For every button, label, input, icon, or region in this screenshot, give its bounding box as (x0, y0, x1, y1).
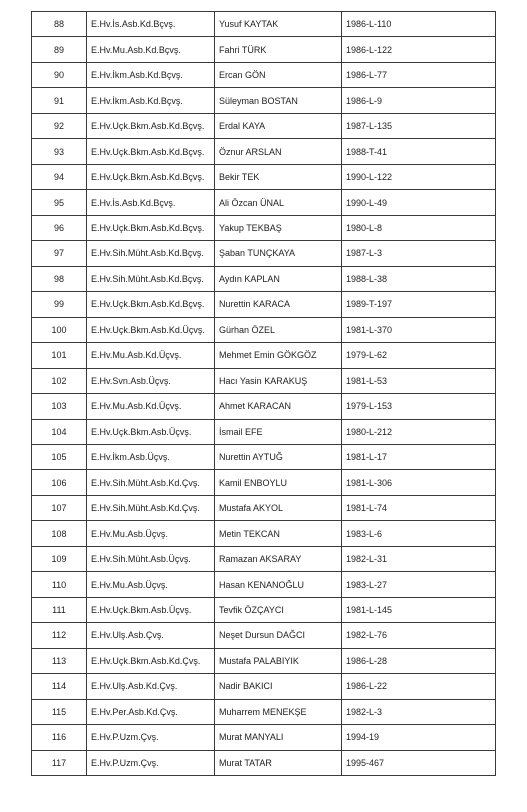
row-number-cell: 103 (32, 394, 87, 419)
rank-cell: E.Hv.Uçk.Bkm.Asb.Üçvş. (87, 419, 215, 444)
rank-cell: E.Hv.Mu.Asb.Üçvş. (87, 521, 215, 546)
table-row (32, 215, 496, 240)
name-cell: Ali Özcan ÜNAL (215, 190, 342, 215)
registry-number-cell: 1982-L-31 (342, 546, 496, 571)
rank-cell: E.Hv.P.Uzm.Çvş. (87, 750, 215, 775)
table-row (32, 470, 496, 495)
row-number-cell: 117 (32, 750, 87, 775)
name-cell: Ahmet KARACAN (215, 394, 342, 419)
registry-number-cell: 1981-L-145 (342, 597, 496, 622)
table-row (32, 725, 496, 750)
row-number-cell: 107 (32, 495, 87, 520)
name-cell: Kamil ENBOYLU (215, 470, 342, 495)
registry-number-cell: 1986-L-9 (342, 88, 496, 113)
rank-cell: E.Hv.Ulş.Asb.Kd.Çvş. (87, 674, 215, 699)
registry-number-cell: 1986-L-110 (342, 12, 496, 37)
table-row (32, 164, 496, 189)
row-number-cell: 115 (32, 699, 87, 724)
table-row (32, 317, 496, 342)
table-row (32, 343, 496, 368)
name-cell: Aydın KAPLAN (215, 266, 342, 291)
name-cell: Nurettin KARACA (215, 292, 342, 317)
row-number-cell: 105 (32, 444, 87, 469)
registry-number-cell: 1995-467 (342, 750, 496, 775)
table-row (32, 699, 496, 724)
registry-number-cell: 1981-L-53 (342, 368, 496, 393)
name-cell: Tevfik ÖZÇAYCI (215, 597, 342, 622)
rank-cell: E.Hv.Svn.Asb.Üçvş. (87, 368, 215, 393)
name-cell: Hasan KENANOĞLU (215, 572, 342, 597)
table-row (32, 623, 496, 648)
registry-number-cell: 1994-19 (342, 725, 496, 750)
row-number-cell: 102 (32, 368, 87, 393)
registry-number-cell: 1983-L-27 (342, 572, 496, 597)
name-cell: Murat MANYALI (215, 725, 342, 750)
table-row (32, 88, 496, 113)
rank-cell: E.Hv.İkm.Asb.Üçvş. (87, 444, 215, 469)
rank-cell: E.Hv.P.Uzm.Çvş. (87, 725, 215, 750)
row-number-cell: 116 (32, 725, 87, 750)
table-row (32, 572, 496, 597)
table-row (32, 394, 496, 419)
rank-cell: E.Hv.Uçk.Bkm.Asb.Kd.Çvş. (87, 648, 215, 673)
registry-number-cell: 1982-L-76 (342, 623, 496, 648)
row-number-cell: 92 (32, 113, 87, 138)
table-row (32, 597, 496, 622)
registry-number-cell: 1987-L-135 (342, 113, 496, 138)
row-number-cell: 113 (32, 648, 87, 673)
table-row (32, 139, 496, 164)
rank-cell: E.Hv.Uçk.Bkm.Asb.Kd.Bçvş. (87, 113, 215, 138)
table-row (32, 266, 496, 291)
table-row (32, 521, 496, 546)
rank-cell: E.Hv.Mu.Asb.Kd.Bçvş. (87, 37, 215, 62)
name-cell: Erdal KAYA (215, 113, 342, 138)
row-number-cell: 93 (32, 139, 87, 164)
row-number-cell: 109 (32, 546, 87, 571)
name-cell: Nadir BAKICI (215, 674, 342, 699)
name-cell: Şaban TUNÇKAYA (215, 241, 342, 266)
rank-cell: E.Hv.Uçk.Bkm.Asb.Kd.Bçvş. (87, 164, 215, 189)
name-cell: Ramazan AKSARAY (215, 546, 342, 571)
name-cell: Mehmet Emin GÖKGÖZ (215, 343, 342, 368)
registry-number-cell: 1988-L-38 (342, 266, 496, 291)
rank-cell: E.Hv.İkm.Asb.Kd.Bçvş. (87, 88, 215, 113)
registry-number-cell: 1983-L-6 (342, 521, 496, 546)
registry-number-cell: 1981-L-370 (342, 317, 496, 342)
name-cell: Yusuf KAYTAK (215, 12, 342, 37)
registry-number-cell: 1988-T-41 (342, 139, 496, 164)
name-cell: Ercan GÖN (215, 62, 342, 87)
name-cell: Neşet Dursun DAĞCI (215, 623, 342, 648)
rank-cell: E.Hv.İkm.Asb.Kd.Bçvş. (87, 62, 215, 87)
table-row (32, 113, 496, 138)
row-number-cell: 108 (32, 521, 87, 546)
name-cell: Hacı Yasin KARAKUŞ (215, 368, 342, 393)
registry-number-cell: 1979-L-153 (342, 394, 496, 419)
table-row (32, 62, 496, 87)
registry-number-cell: 1990-L-122 (342, 164, 496, 189)
name-cell: Fahri TÜRK (215, 37, 342, 62)
rank-cell: E.Hv.Mu.Asb.Üçvş. (87, 572, 215, 597)
name-cell: Murat TATAR (215, 750, 342, 775)
rank-cell: E.Hv.Sih.Müht.Asb.Kd.Bçvş. (87, 266, 215, 291)
row-number-cell: 104 (32, 419, 87, 444)
rank-cell: E.Hv.Sih.Müht.Asb.Üçvş. (87, 546, 215, 571)
registry-number-cell: 1982-L-3 (342, 699, 496, 724)
row-number-cell: 99 (32, 292, 87, 317)
table-row (32, 419, 496, 444)
table-row (32, 674, 496, 699)
registry-number-cell: 1980-L-212 (342, 419, 496, 444)
table-row (32, 12, 496, 37)
rank-cell: E.Hv.Mu.Asb.Kd.Üçvş. (87, 343, 215, 368)
registry-number-cell: 1989-T-197 (342, 292, 496, 317)
table-row (32, 750, 496, 775)
rank-cell: E.Hv.Mu.Asb.Kd.Üçvş. (87, 394, 215, 419)
personnel-table (31, 11, 496, 776)
row-number-cell: 111 (32, 597, 87, 622)
registry-number-cell: 1980-L-8 (342, 215, 496, 240)
name-cell: Nurettin AYTUĞ (215, 444, 342, 469)
table-row (32, 444, 496, 469)
name-cell: Gürhan ÖZEL (215, 317, 342, 342)
name-cell: İsmail EFE (215, 419, 342, 444)
table-row (32, 648, 496, 673)
rank-cell: E.Hv.Ulş.Asb.Çvş. (87, 623, 215, 648)
table-row (32, 190, 496, 215)
rank-cell: E.Hv.Uçk.Bkm.Asb.Üçvş. (87, 597, 215, 622)
rank-cell: E.Hv.Uçk.Bkm.Asb.Kd.Üçvş. (87, 317, 215, 342)
row-number-cell: 100 (32, 317, 87, 342)
row-number-cell: 114 (32, 674, 87, 699)
row-number-cell: 97 (32, 241, 87, 266)
table-row (32, 241, 496, 266)
table-row (32, 495, 496, 520)
table-row (32, 37, 496, 62)
row-number-cell: 91 (32, 88, 87, 113)
name-cell: Mustafa PALABIYIK (215, 648, 342, 673)
rank-cell: E.Hv.Sih.Müht.Asb.Kd.Çvş. (87, 495, 215, 520)
registry-number-cell: 1979-L-62 (342, 343, 496, 368)
row-number-cell: 106 (32, 470, 87, 495)
rank-cell: E.Hv.Uçk.Bkm.Asb.Kd.Bçvş. (87, 215, 215, 240)
row-number-cell: 98 (32, 266, 87, 291)
registry-number-cell: 1981-L-74 (342, 495, 496, 520)
registry-number-cell: 1990-L-49 (342, 190, 496, 215)
name-cell: Mustafa AKYOL (215, 495, 342, 520)
registry-number-cell: 1986-L-22 (342, 674, 496, 699)
rank-cell: E.Hv.İs.Asb.Kd.Bçvş. (87, 190, 215, 215)
personnel-table-body (32, 12, 496, 776)
name-cell: Süleyman BOSTAN (215, 88, 342, 113)
table-row (32, 546, 496, 571)
row-number-cell: 96 (32, 215, 87, 240)
registry-number-cell: 1981-L-17 (342, 444, 496, 469)
table-row (32, 292, 496, 317)
rank-cell: E.Hv.İs.Asb.Kd.Bçvş. (87, 12, 215, 37)
registry-number-cell: 1981-L-306 (342, 470, 496, 495)
row-number-cell: 89 (32, 37, 87, 62)
row-number-cell: 95 (32, 190, 87, 215)
rank-cell: E.Hv.Sih.Müht.Asb.Kd.Bçvş. (87, 241, 215, 266)
name-cell: Metin TEKCAN (215, 521, 342, 546)
registry-number-cell: 1987-L-3 (342, 241, 496, 266)
table-row (32, 368, 496, 393)
name-cell: Öznur ARSLAN (215, 139, 342, 164)
name-cell: Bekir TEK (215, 164, 342, 189)
name-cell: Muharrem MENEKŞE (215, 699, 342, 724)
row-number-cell: 112 (32, 623, 87, 648)
name-cell: Yakup TEKBAŞ (215, 215, 342, 240)
rank-cell: E.Hv.Sih.Müht.Asb.Kd.Çvş. (87, 470, 215, 495)
registry-number-cell: 1986-L-77 (342, 62, 496, 87)
row-number-cell: 94 (32, 164, 87, 189)
row-number-cell: 101 (32, 343, 87, 368)
rank-cell: E.Hv.Uçk.Bkm.Asb.Kd.Bçvş. (87, 139, 215, 164)
row-number-cell: 88 (32, 12, 87, 37)
row-number-cell: 110 (32, 572, 87, 597)
rank-cell: E.Hv.Uçk.Bkm.Asb.Kd.Bçvş. (87, 292, 215, 317)
registry-number-cell: 1986-L-122 (342, 37, 496, 62)
registry-number-cell: 1986-L-28 (342, 648, 496, 673)
rank-cell: E.Hv.Per.Asb.Kd.Çvş. (87, 699, 215, 724)
row-number-cell: 90 (32, 62, 87, 87)
